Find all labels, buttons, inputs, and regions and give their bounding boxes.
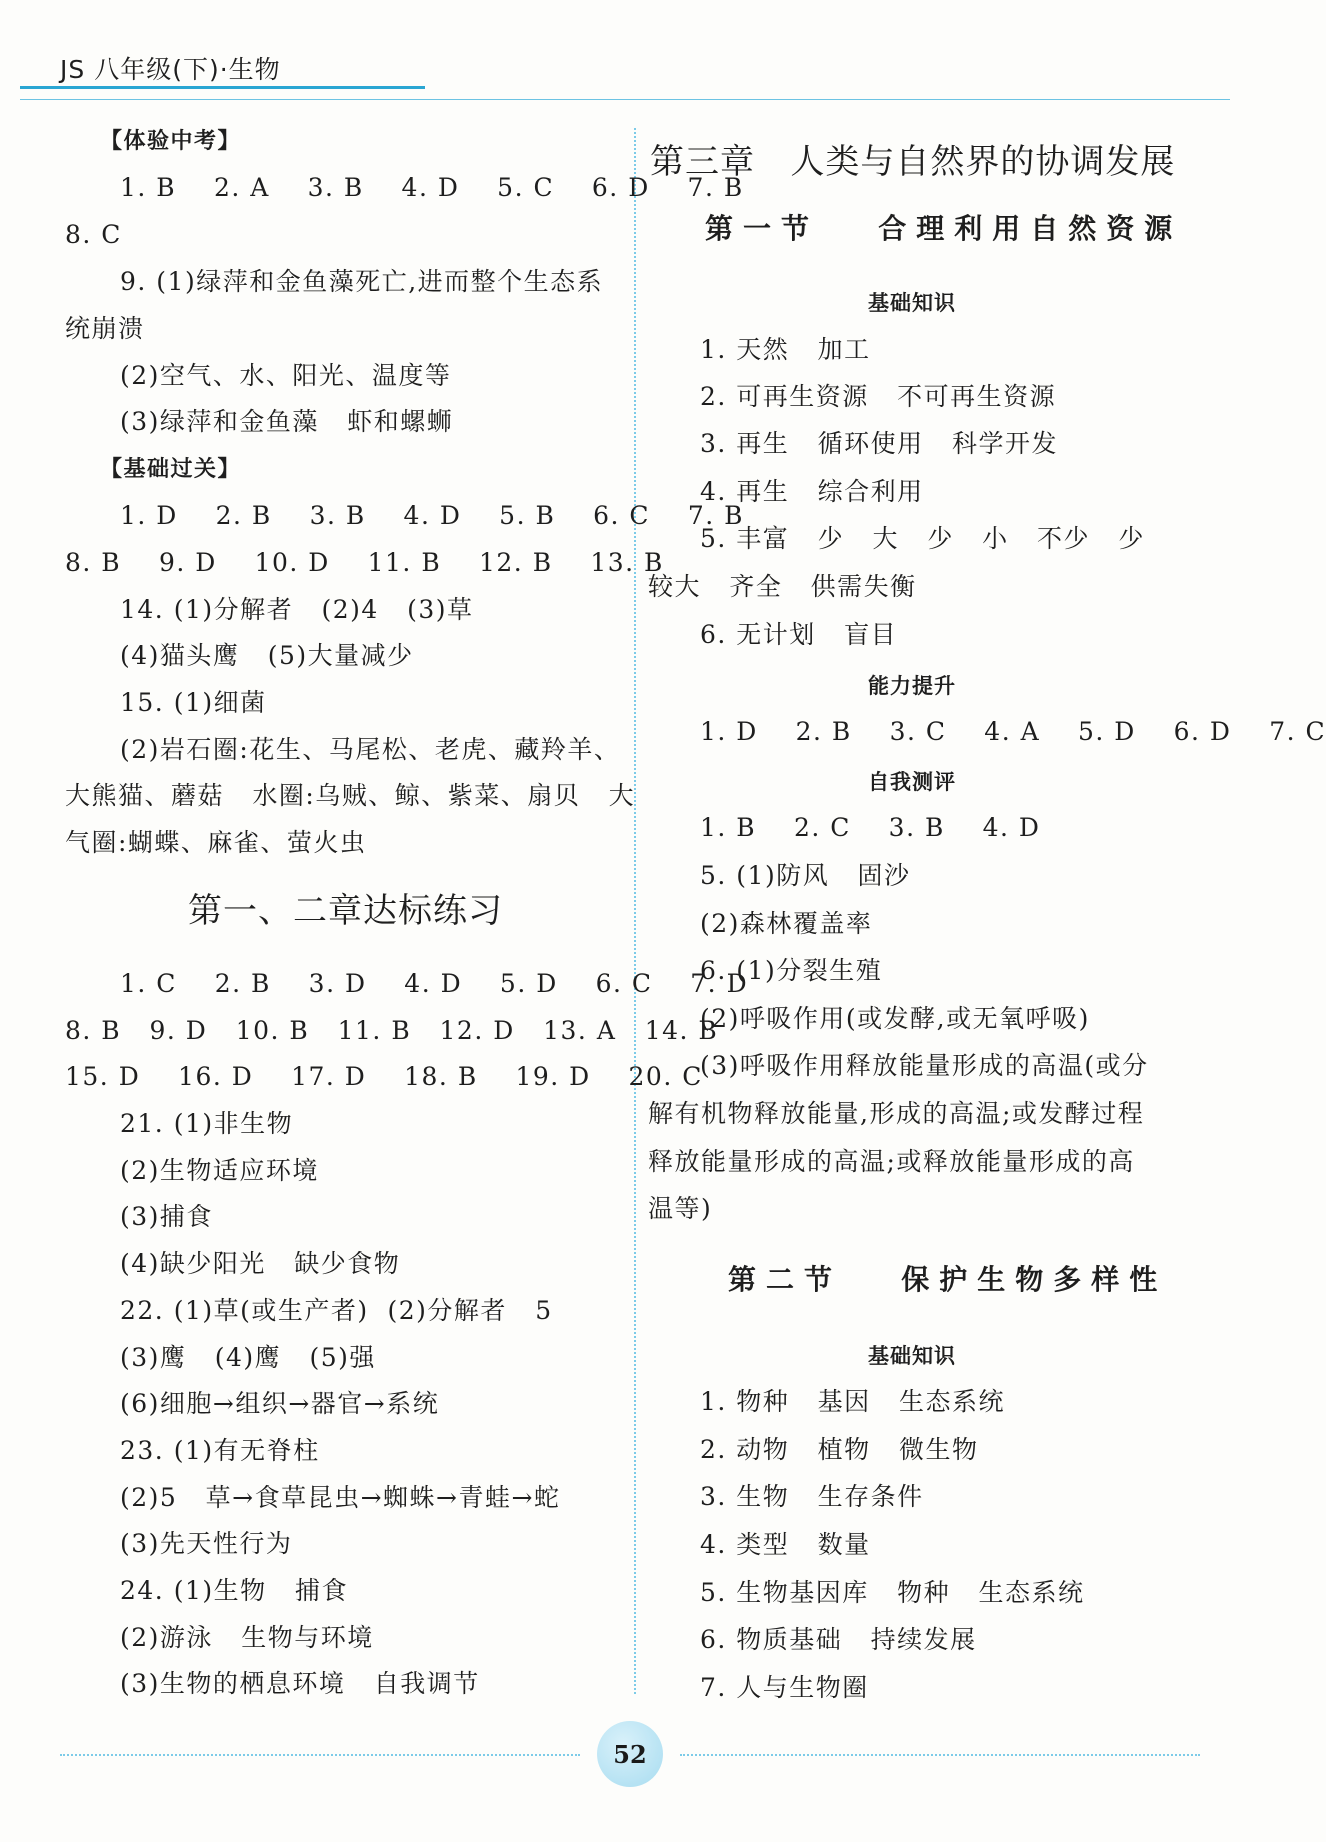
answer-line: 8. B 9. D 10. D 11. B 12. B 13. B <box>65 548 664 577</box>
section-title: 第二节 保护生物多样性 <box>728 1263 1168 1296</box>
answer-line: 2. 动物 植物 微生物 <box>700 1435 979 1464</box>
answer-line: (2)游泳 生物与环境 <box>120 1623 374 1652</box>
answer-line: 5. 丰富 少 大 少 小 不少 少 <box>700 524 1145 553</box>
answer-line: 4. 类型 数量 <box>700 1530 871 1559</box>
answer-line: 统崩溃 <box>65 314 145 343</box>
answer-line: 解有机物释放能量,形成的高温;或发酵过程 <box>648 1099 1145 1128</box>
header-rule <box>20 99 1230 100</box>
answer-line: 1. D 2. B 3. C 4. A 5. D 6. D 7. C <box>700 717 1326 746</box>
answer-line: (4)缺少阳光 缺少食物 <box>120 1249 401 1278</box>
bracket-heading-exam: 【体验中考】 <box>100 129 242 154</box>
answer-line: 2. 可再生资源 不可再生资源 <box>700 382 1057 411</box>
answer-line: 1. D 2. B 3. B 4. D 5. B 6. C 7. B <box>120 501 745 530</box>
answer-line: (3)鹰 (4)鹰 (5)强 <box>120 1343 376 1372</box>
answer-line: 8. B 9. D 10. B 11. B 12. D 13. A 14. B <box>65 1016 719 1045</box>
answer-line: (2)森林覆盖率 <box>700 909 873 938</box>
answer-line: (2)呼吸作用(或发酵,或无氧呼吸) <box>700 1004 1090 1033</box>
section-title: 第一节 合理利用自然资源 <box>705 212 1183 245</box>
answer-line: 较大 齐全 供需失衡 <box>648 572 917 601</box>
answer-line: (3)生物的栖息环境 自我调节 <box>120 1669 480 1698</box>
answer-line: 3. 生物 生存条件 <box>700 1482 924 1511</box>
answer-line: (3)绿萍和金鱼藻 虾和螺蛳 <box>120 407 454 436</box>
answer-line: 1. C 2. B 3. D 4. D 5. D 6. C 7. D <box>120 969 749 998</box>
answer-line: 15. (1)细菌 <box>120 688 267 717</box>
subheading: 能力提升 <box>868 674 956 698</box>
footer-rule-right <box>680 1754 1200 1756</box>
answer-line: (3)捕食 <box>120 1202 213 1231</box>
page-number: 52 <box>613 1739 647 1769</box>
header-title: JS 八年级(下)·生物 <box>60 55 281 84</box>
answer-line: (3)呼吸作用释放能量形成的高温(或分 <box>700 1051 1149 1080</box>
section-title: 第一、二章达标练习 <box>188 891 503 931</box>
answer-line: 9. (1)绿萍和金鱼藻死亡,进而整个生态系 <box>120 267 604 296</box>
column-divider <box>634 128 636 1694</box>
answer-line: 1. 物种 基因 生态系统 <box>700 1387 1005 1416</box>
answer-line: (2)生物适应环境 <box>120 1156 319 1185</box>
chapter-title: 第三章 人类与自然界的协调发展 <box>650 142 1176 182</box>
answer-line: 21. (1)非生物 <box>120 1109 294 1138</box>
answer-line: 1. B 2. A 3. B 4. D 5. C 6. D 7. B <box>120 173 744 202</box>
answer-line: 3. 再生 循环使用 科学开发 <box>700 429 1058 458</box>
answer-line: 气圈:蝴蝶、麻雀、萤火虫 <box>65 828 367 857</box>
answer-line: 4. 再生 综合利用 <box>700 477 924 506</box>
answer-line: 14. (1)分解者 (2)4 (3)草 <box>120 595 474 624</box>
answer-line: 大熊猫、蘑菇 水圈:乌贼、鲸、紫菜、扇贝 大 <box>65 781 636 810</box>
answer-line: 22. (1)草(或生产者) (2)分解者 5 <box>120 1296 553 1325</box>
answer-line: 6. 物质基础 持续发展 <box>700 1625 977 1654</box>
answer-line: 释放能量形成的高温;或释放能量形成的高 <box>648 1147 1135 1176</box>
answer-line: 15. D 16. D 17. D 18. B 19. D 20. C <box>65 1062 703 1091</box>
answer-line: (2)岩石圈:花生、马尾松、老虎、藏羚羊、 <box>120 735 621 764</box>
answer-line: 1. 天然 加工 <box>700 335 871 364</box>
answer-line: 8. C <box>65 220 122 249</box>
page-number-badge <box>597 1721 663 1787</box>
bracket-heading-basic: 【基础过关】 <box>100 457 242 482</box>
answer-line: 6. 无计划 盲目 <box>700 620 898 649</box>
answer-line: 23. (1)有无脊柱 <box>120 1436 320 1465</box>
answer-line: 5. 生物基因库 物种 生态系统 <box>700 1578 1085 1607</box>
subheading: 自我测评 <box>868 770 956 794</box>
answer-line: (2)空气、水、阳光、温度等 <box>120 361 452 390</box>
answer-line: 5. (1)防风 固沙 <box>700 861 911 890</box>
answer-line: 6. (1)分裂生殖 <box>700 956 883 985</box>
answer-line: (3)先天性行为 <box>120 1529 293 1558</box>
header-accent-line <box>20 86 425 89</box>
subheading: 基础知识 <box>868 291 956 315</box>
answer-line: 7. 人与生物圈 <box>700 1673 869 1702</box>
answer-line: (6)细胞→组织→器官→系统 <box>120 1389 440 1418</box>
answer-line: 温等) <box>648 1194 713 1223</box>
answer-line: 1. B 2. C 3. B 4. D <box>700 813 1041 842</box>
subheading: 基础知识 <box>868 1344 956 1368</box>
answer-line: (2)5 草→食草昆虫→蜘蛛→青蛙→蛇 <box>120 1483 561 1512</box>
answer-line: (4)猫头鹰 (5)大量减少 <box>120 641 414 670</box>
answer-line: 24. (1)生物 捕食 <box>120 1576 348 1605</box>
footer-rule-left <box>60 1754 580 1756</box>
